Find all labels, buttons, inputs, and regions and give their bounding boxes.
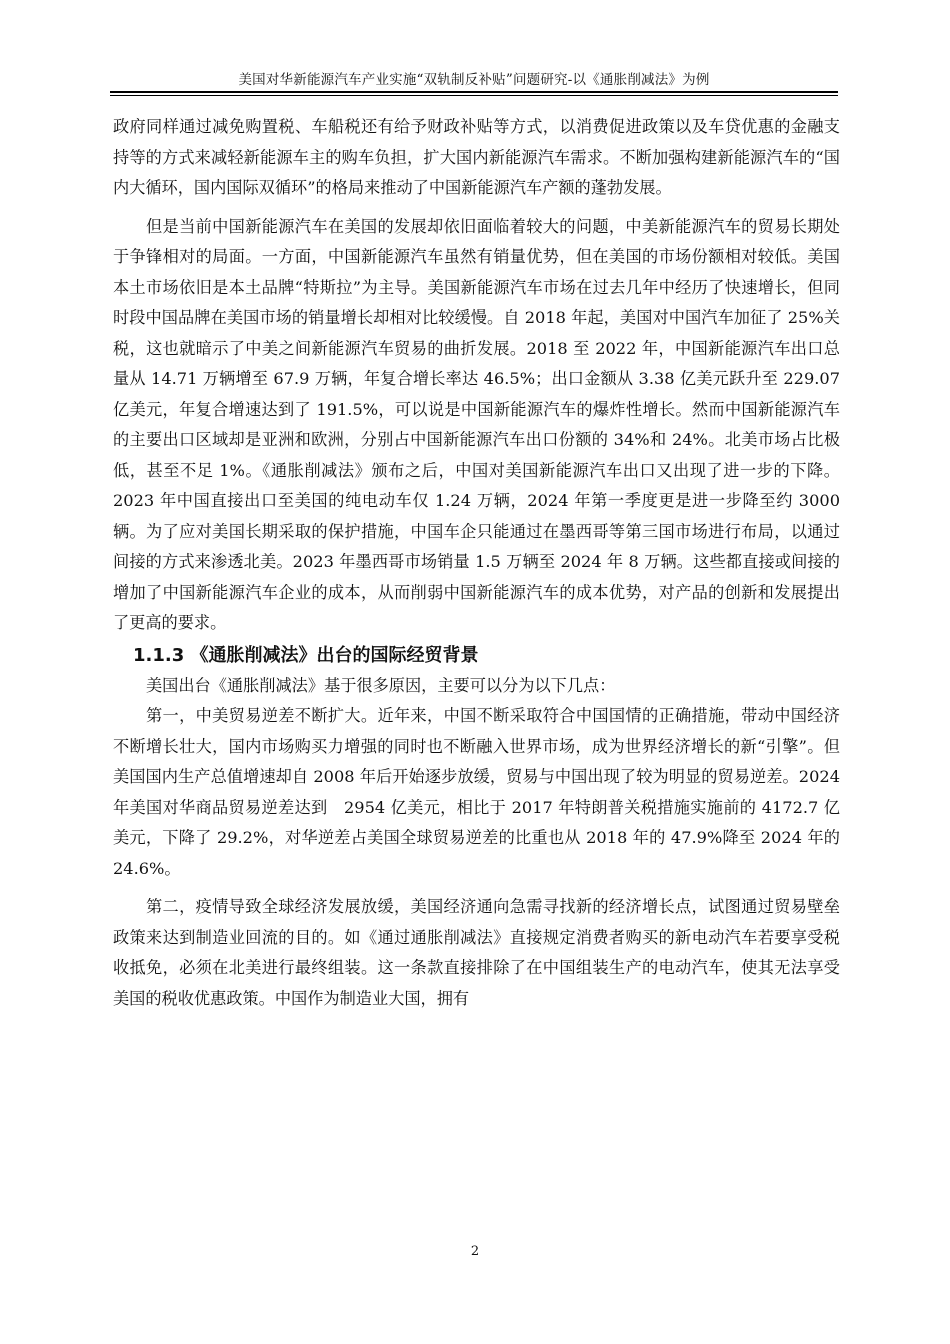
running-header: 美国对华新能源汽车产业实施“双轨制反补贴”问题研究-以《通胀削减法》为例 xyxy=(238,72,710,88)
header-rule-thick xyxy=(110,91,838,93)
paragraph-1: 政府同样通过减免购置税、车船税还有给予财政补贴等方式，以消费促进政策以及车贷优惠的金融支持等的方式来减轻新能源车主的购车负担，扩大国内新能源汽车需求。不断加强构建新能源汽车的“国内大循环，国内国际双循环”的格局来推动了中国新能源汽车产额的蓬勃发展。 xyxy=(113,117,840,197)
paragraph-4: 第一，中美贸易逆差不断扩大。近年来，中国不断采取符合中国国情的正确措施，带动中国经济不断增长壮大，国内市场购买力增强的同时也不断融入世界市场，成为世界经济增长的新“引擎”。但美国国内生产总值增速却自 2008 年后开始逐步放缓，贸易与中国出现了较为明显的贸易逆差。2024 年美国对华商品贸易逆差达到 2954 亿美元，相比于 2017 年特朗普关税措施实施前的 4172.7 亿美元，下降了 29.2%，对华逆差占美国全球贸易逆差的比重也从 2018 年的 47.9%降至 2024 年的 24.6%。 xyxy=(113,706,840,878)
section-heading: 1.1.3 《通胀削减法》出台的国际经贸背景 xyxy=(133,644,479,666)
page-body xyxy=(113,112,840,1014)
paragraph-3: 美国出台《通胀削减法》基于很多原因，主要可以分为以下几点： xyxy=(146,675,616,695)
paragraph-2: 但是当前中国新能源汽车在美国的发展却依旧面临着较大的问题，中美新能源汽车的贸易长期处于争锋相对的局面。一方面，中国新能源汽车虽然有销量优势，但在美国的市场份额相对较低。美国本土市场依旧是本土品牌“特斯拉”为主导。美国新能源汽车市场在过去几年中经历了快速增长，但同时段中国品牌在美国市场的销量增长却相对比较缓慢。自 2018 年起，美国对中国汽车加征了 25%关税，这也就暗示了中美之间新能源汽车贸易的曲折发展。2018 至 2022 年，中国新能源汽车出口总量从 14.71 万辆增至 67.9 万辆，年复合增长率达 46.5%；出口金额从 3.38 亿美元跃升至 229.07 亿美元，年复合增速达到了 191.5%，可以说是中国新能源汽车的爆炸性增长。然而中国新能源汽车的主要出口区域却是亚洲和欧洲，分别占中国新能源汽车出口份额的 34%和 24%。北美市场占比极低，甚至不足 1%。《通胀削减法》颁布之后，中国对美国新能源汽车出口又出现了进一步的下降。2023 年中国直接出口至美国的纯电动车仅 1.24 万辆，2024 年第一季度更是进一步降至约 3000 辆。为了应对美国长期采取的保护措施，中国车企只能通过在墨西哥等第三国市场进行布局，以通过间接的方式来渗透北美。2023 年墨西哥市场销量 1.5 万辆至 2024 年 8 万辆。这些都直接或间接的增加了中国新能源汽车企业的成本，从而削弱中国新能源汽车的成本优势，对产品的创新和发展提出了更高的要求。 xyxy=(113,216,840,632)
paragraph-5: 第二，疫情导致全球经济发展放缓，美国经济通向急需寻找新的经济增长点，试图通过贸易壁垒政策来达到制造业回流的目的。如《通过通胀削减法》直接规定消费者购买的新电动汽车若要享受税收抵免，必须在北美进行最终组装。这一条款直接排除了在中国组装生产的电动汽车，使其无法享受美国的税收优惠政策。中国作为制造业大国，拥有 xyxy=(113,897,840,1008)
page-number: 2 xyxy=(470,1244,480,1259)
header-rule-thin xyxy=(110,95,838,96)
